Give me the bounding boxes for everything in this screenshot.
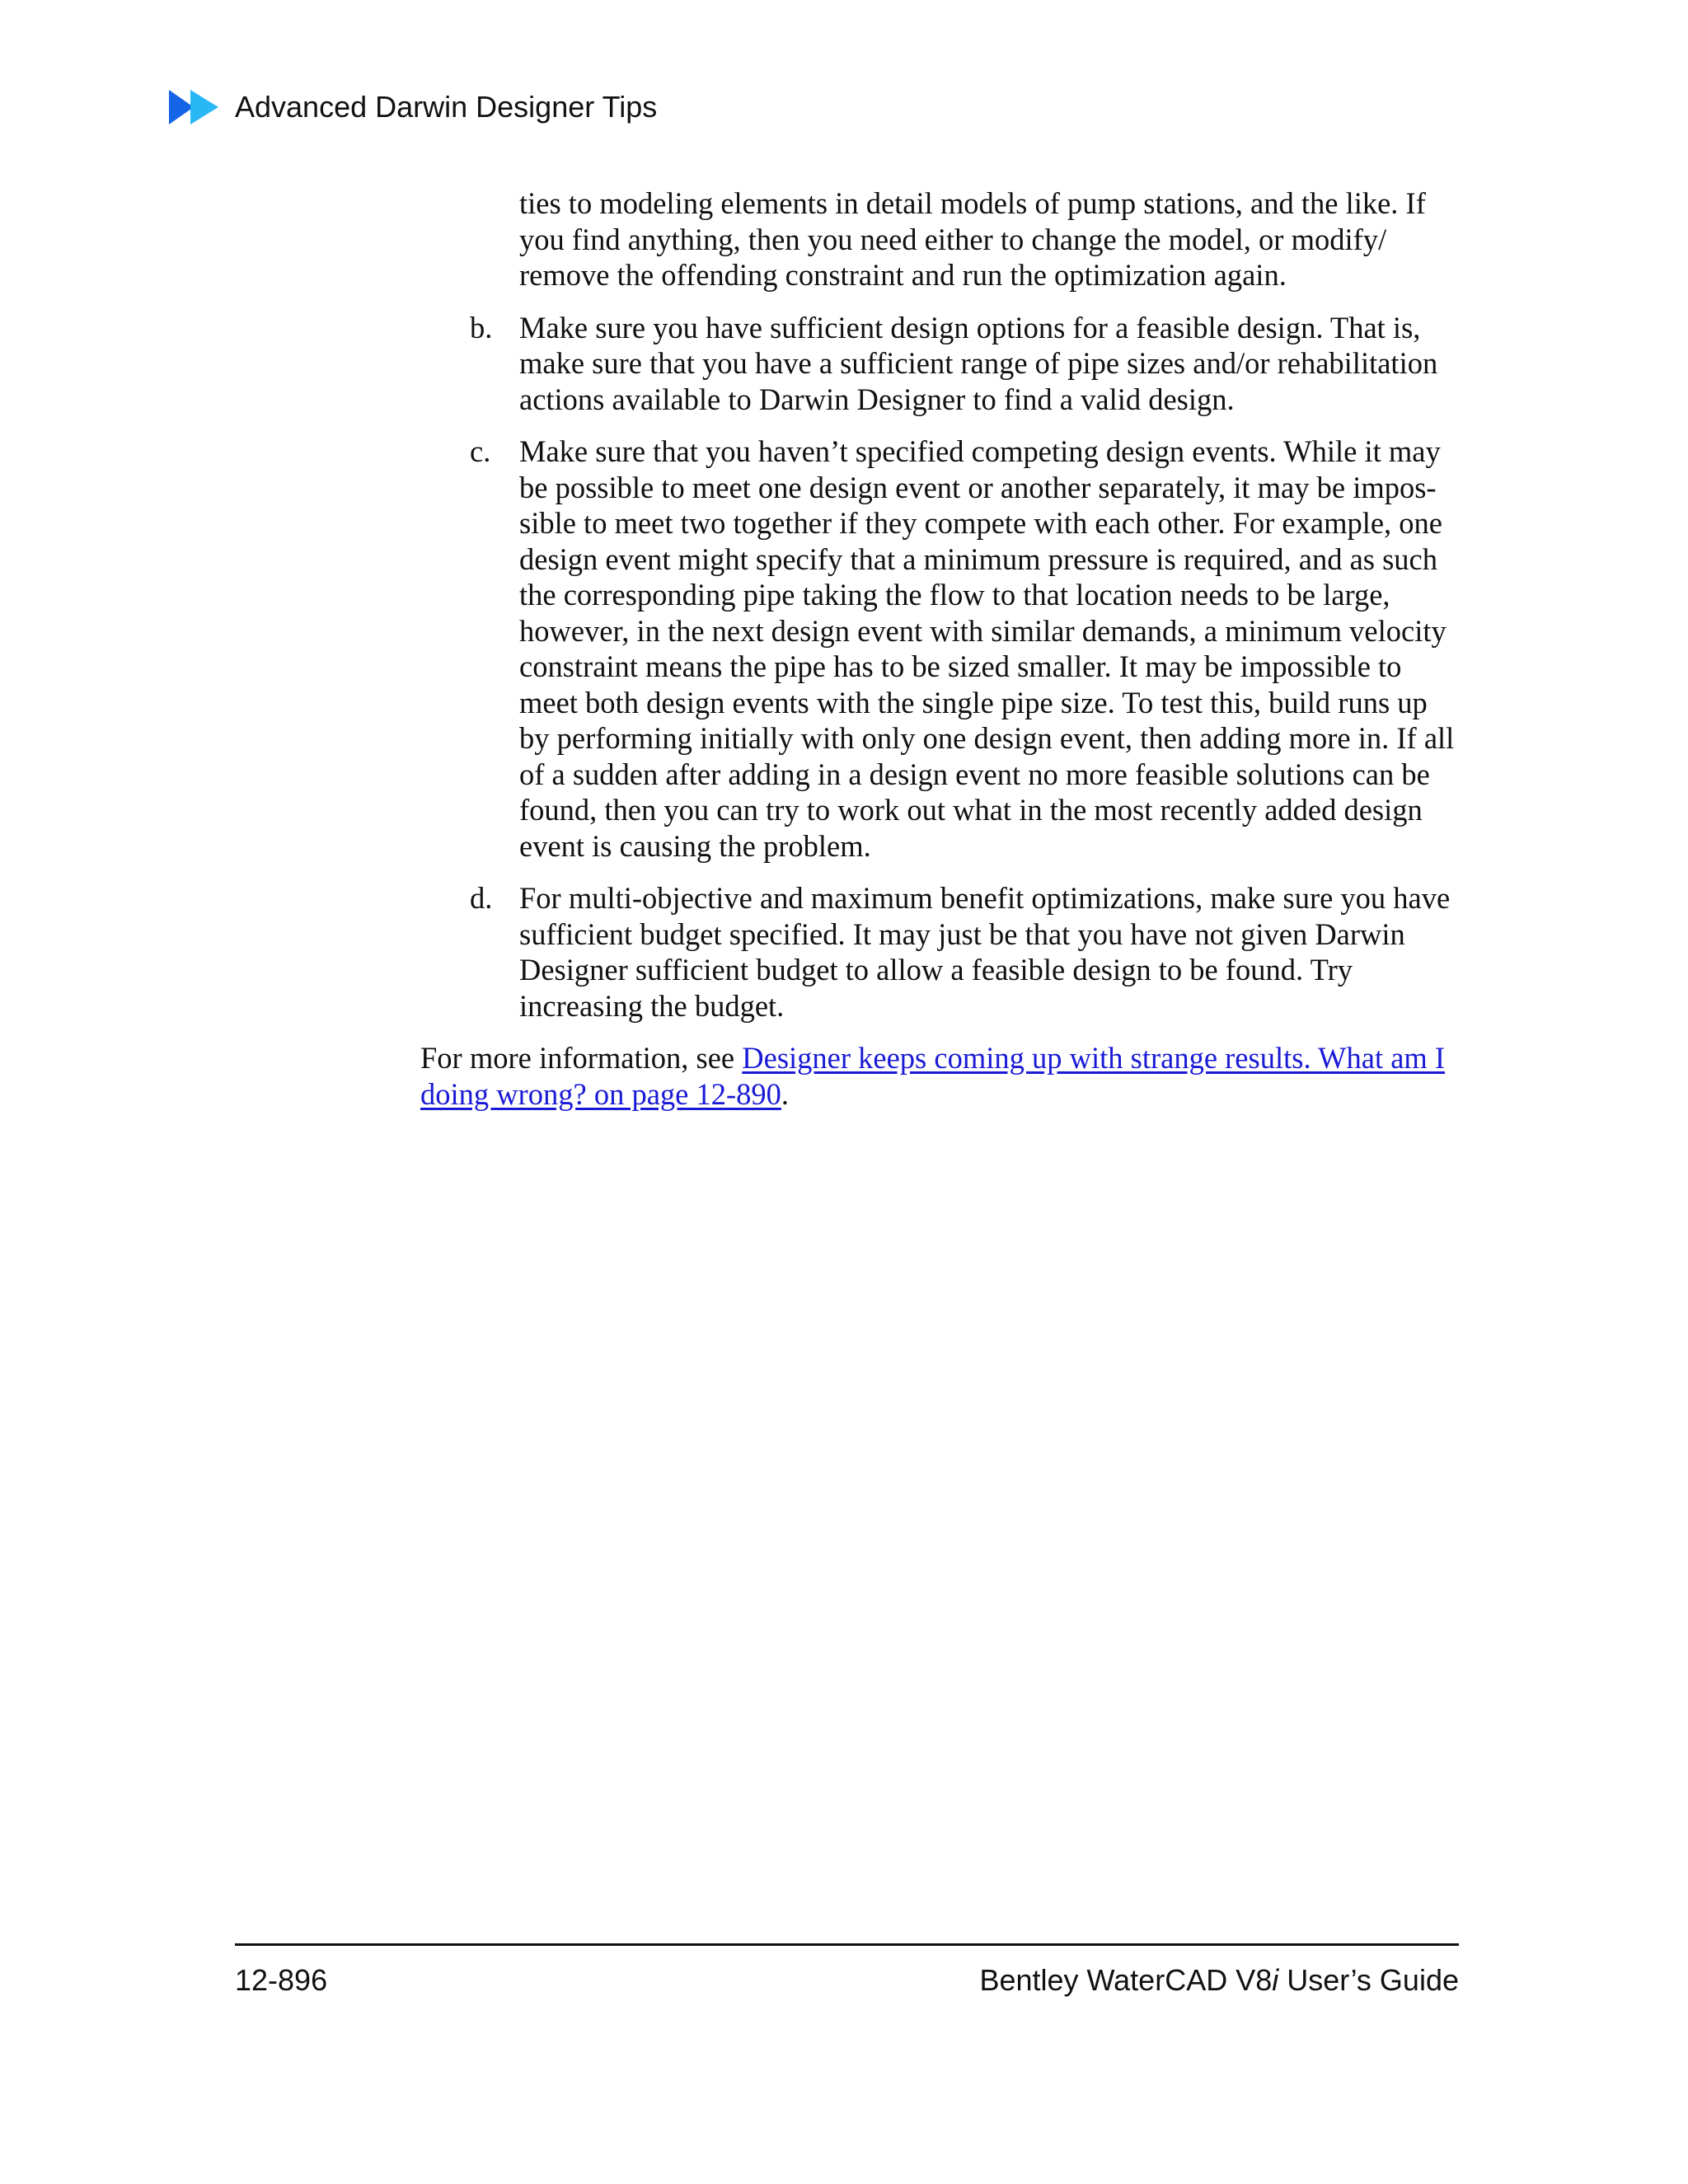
list-item-c <box>420 434 1459 864</box>
list-item-continuation <box>420 185 1459 293</box>
list-item-b <box>420 310 1459 418</box>
list-marker: d. <box>470 881 493 915</box>
more-info-paragraph <box>420 1040 1459 1112</box>
list-item-text: ties to modeling elements in detail models of pump stations, and the like. If you find anything, then you need either to change the model, or modify/ remove the offending constraint and run the optimization again. <box>519 186 1426 292</box>
cross-reference-link[interactable]: Designer keeps coming up with strange results. What am I doing wrong? on page 12-890 <box>420 1041 1446 1111</box>
list-marker: b. <box>470 310 493 344</box>
page-number: 12-896 <box>235 1963 328 1997</box>
list-item-d <box>420 880 1459 1024</box>
list-item-text: Make sure that you haven’t specified competing design events. While it may be possible to meet one design event or another separately, it may be impos-sible to meet two together if they compete with each other. For example, one design event might specify that a minimum pressure is required, and as such the corresponding pipe taking the flow to that location needs to be large, however, in the next design event with similar demands, a minimum velocity constraint means the pipe has to be sized smaller. It may be impossible to meet both design events with the single pipe size. To test this, build runs up by performing initially with only one design event, then adding more in. If all of a sudden after adding in a design event no more feasible solutions can be found, then you can try to work out what in the most recently added design event is causing the problem. <box>519 434 1455 863</box>
body-content <box>420 185 1459 1142</box>
list-marker: c. <box>470 434 491 468</box>
double-chevron-right-icon <box>169 90 222 124</box>
running-header <box>169 87 657 128</box>
guide-title-prefix: Bentley WaterCAD V8 <box>979 1963 1273 1997</box>
guide-title-suffix: User’s Guide <box>1278 1963 1459 1997</box>
more-info-suffix: . <box>781 1076 790 1111</box>
list-item-text: For multi-objective and maximum benefit optimizations, make sure you have sufficient budget specified. It may just be that you have not given Darwin Designer sufficient budget to allow a feasible design to be found. Try increasing the budget. <box>519 881 1451 1023</box>
guide-title <box>979 1963 1459 1998</box>
list-item-text: Make sure you have sufficient design options for a feasible design. That is, make sure that you have a sufficient range of pipe sizes and/or rehabilitation actions available to Darwin Designer to find a valid design. <box>519 310 1438 416</box>
section-title: Advanced Darwin Designer Tips <box>235 90 658 124</box>
footer-divider <box>235 1943 1459 1946</box>
more-info-prefix: For more information, see <box>420 1041 743 1075</box>
guide-title-italic: i <box>1272 1963 1279 1997</box>
